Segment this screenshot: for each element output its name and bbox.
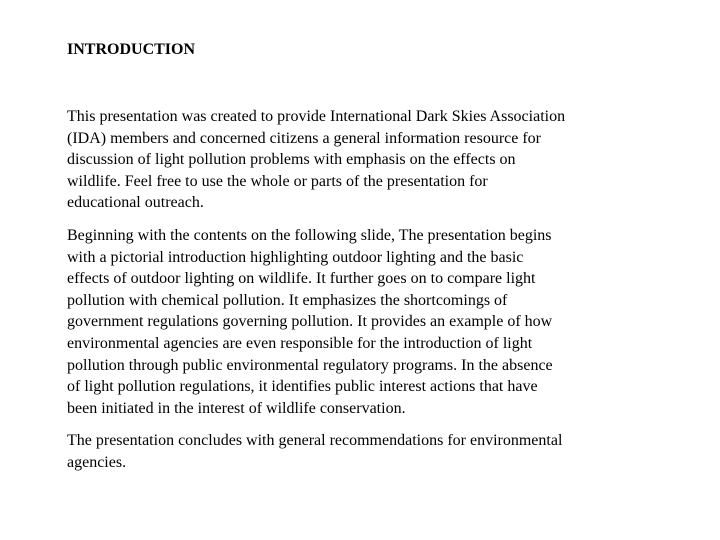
paragraph-line: Beginning with the contents on the following slide, The presentation begins bbox=[67, 227, 552, 244]
paragraph-line: government regulations governing pollution. It provides an example of how bbox=[67, 313, 553, 331]
paragraph-line: educational outreach. bbox=[67, 194, 204, 212]
paragraph-line: This presentation was created to provide International Dark Skies Association bbox=[67, 108, 566, 125]
paragraph-line: of light pollution regulations, it identifies public interest actions that have bbox=[67, 378, 538, 396]
paragraph-line: with a pictorial introduction highlighting outdoor lighting and the basic bbox=[67, 248, 524, 266]
intro-paragraph-conclusion bbox=[67, 430, 562, 473]
paragraph-line: agencies. bbox=[67, 453, 127, 471]
paragraph-line: The presentation concludes with general recommendations for environmental bbox=[67, 432, 563, 449]
paragraph-line: pollution with chemical pollution. It emphasizes the shortcomings of bbox=[67, 291, 508, 309]
paragraph-line: wildlife. Feel free to use the whole or parts of the presentation for bbox=[67, 172, 488, 190]
intro-paragraph-purpose bbox=[67, 106, 565, 214]
paragraph-line: environmental agencies are even responsible for the introduction of light bbox=[67, 334, 533, 352]
intro-paragraph-contents bbox=[67, 225, 553, 419]
paragraph-line: discussion of light pollution problems with emphasis on the effects on bbox=[67, 151, 516, 169]
paragraph-line: (IDA) members and concerned citizens a general information resource for bbox=[67, 129, 542, 147]
paragraph-line: been initiated in the interest of wildlife conservation. bbox=[67, 399, 406, 417]
paragraph-line: effects of outdoor lighting on wildlife. It further goes on to compare light bbox=[67, 270, 536, 288]
paragraph-line: pollution through public environmental regulatory programs. In the absence bbox=[67, 356, 553, 374]
slide-title: INTRODUCTION bbox=[67, 41, 196, 58]
